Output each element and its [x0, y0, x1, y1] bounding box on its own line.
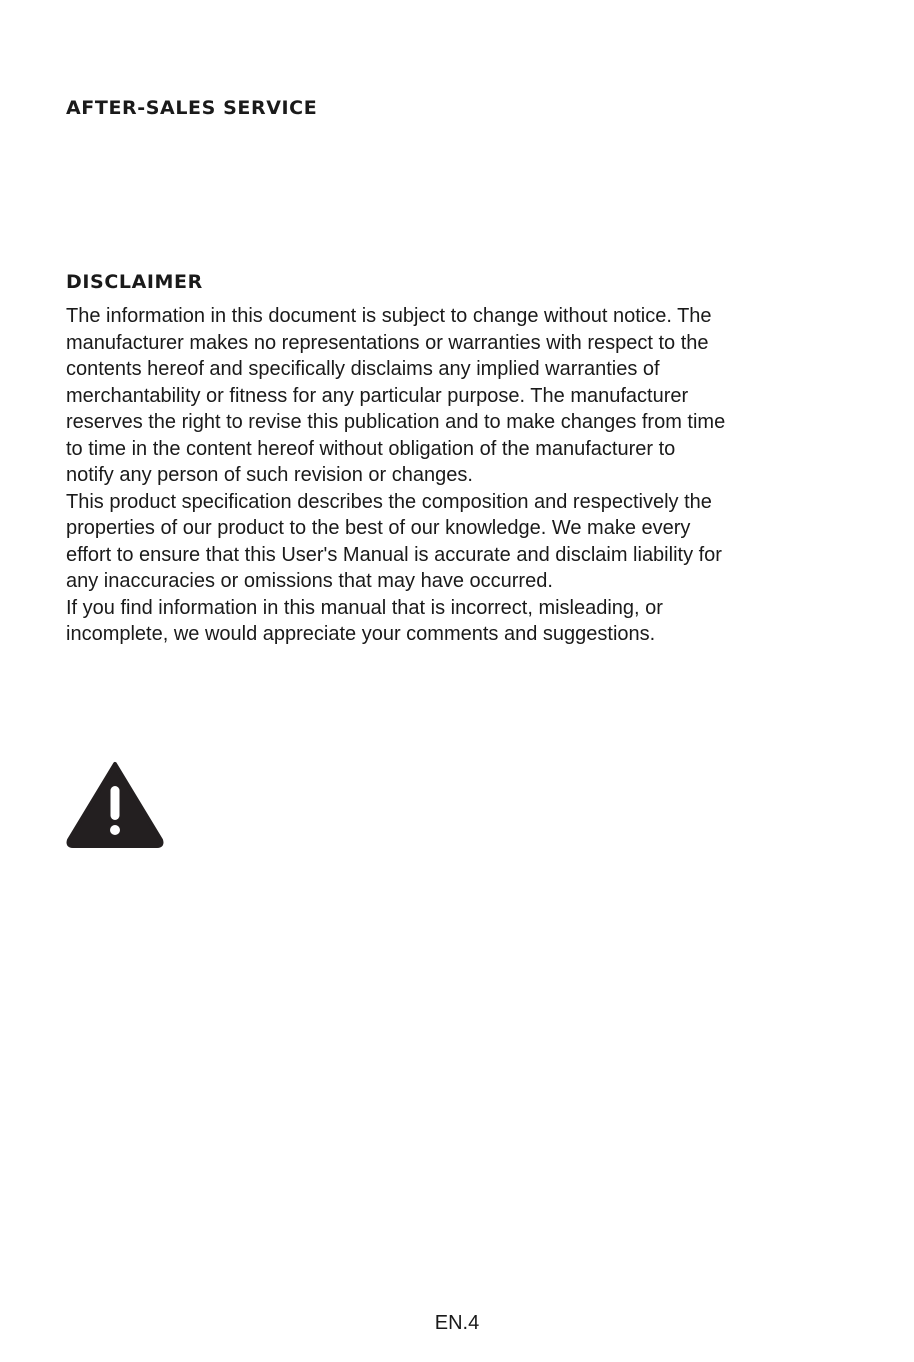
- warning-icon: [65, 760, 165, 848]
- disclaimer-line: If you find information in this manual that is incorrect, misleading, or: [66, 596, 663, 619]
- disclaimer-line: effort to ensure that this User's Manual is accurate and disclaim liability for: [66, 543, 722, 566]
- disclaimer-line: contents hereof and specifically disclaims any implied warranties of: [66, 358, 660, 380]
- disclaimer-line: properties of our product to the best of our knowledge. We make every: [66, 517, 691, 539]
- disclaimer-text: [66, 303, 846, 648]
- after-sales-heading: AFTER-SALES SERVICE: [66, 97, 318, 119]
- disclaimer-heading: DISCLAIMER: [66, 271, 203, 293]
- disclaimer-line: This product specification describes the composition and respectively the: [66, 490, 712, 513]
- disclaimer-line: notify any person of such revision or changes.: [66, 464, 473, 486]
- disclaimer-line: incomplete, we would appreciate your comments and suggestions.: [66, 623, 656, 645]
- disclaimer-line: The information in this document is subject to change without notice. The: [66, 305, 712, 327]
- disclaimer-line: merchantability or fitness for any particular purpose. The manufacturer: [66, 384, 689, 407]
- disclaimer-line: to time in the content hereof without obligation of the manufacturer to: [66, 437, 676, 460]
- page-number: EN.4: [434, 1312, 480, 1334]
- disclaimer-line: manufacturer makes no representations or warranties with respect to the: [66, 331, 709, 354]
- disclaimer-line: reserves the right to revise this publication and to make changes from time: [66, 411, 726, 433]
- disclaimer-line: any inaccuracies or omissions that may have occurred.: [66, 570, 553, 592]
